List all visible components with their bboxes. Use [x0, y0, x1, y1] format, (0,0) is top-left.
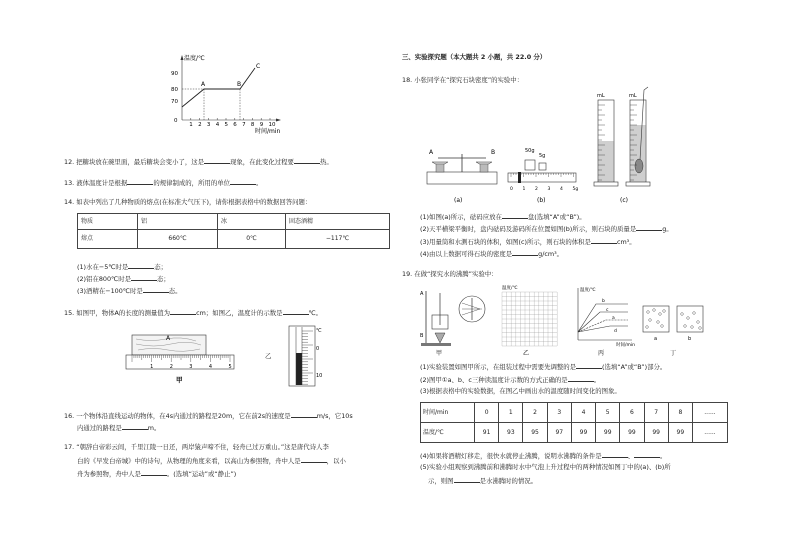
question-14 — [64, 198, 311, 206]
question-17-line3 — [77, 469, 236, 478]
curve-c — [578, 312, 628, 332]
q19-sub-3 — [420, 387, 621, 395]
bubble — [646, 326, 649, 329]
q15-text-b: cm；如图乙，温度计的示数是 — [196, 309, 283, 317]
blank[interactable] — [602, 451, 628, 458]
curve — [182, 68, 255, 107]
rider-label: 1 — [522, 187, 526, 192]
text: 、 — [627, 452, 634, 460]
text: 是水沸腾时的情况。 — [479, 477, 538, 485]
q16-blank-2[interactable] — [122, 423, 148, 430]
fig-a-label: (a) — [454, 197, 463, 204]
table-cell: 97 — [547, 423, 571, 443]
q16-text-a: 一个物体沿直线运动的物体，在4s内通过的路程是20m，它在前2s的速度是 — [76, 412, 291, 420]
x-tick-label: 8 — [250, 122, 255, 128]
unit-ml-2: mL — [629, 93, 637, 99]
cell: 660℃ — [138, 230, 218, 249]
ruler-number: 5 — [228, 364, 232, 370]
pan-label-a: A — [429, 149, 434, 156]
table-cell: 91 — [475, 423, 499, 443]
blank[interactable] — [454, 476, 480, 483]
part-a: A — [420, 291, 424, 297]
cell: 铝 — [138, 214, 218, 230]
bubble — [663, 310, 666, 313]
ruler-number: 2 — [169, 364, 173, 370]
q12-text-b: 现象，在此变化过程要 — [230, 158, 294, 166]
blank[interactable] — [502, 212, 528, 219]
text: (1)实验装置如图甲所示，在组装过程中需要先调整的是 — [420, 363, 577, 371]
figure-label-jia: 甲 — [176, 376, 183, 384]
beaker-a-label: a — [654, 336, 658, 342]
beakers-figure — [640, 300, 710, 357]
q19-sub-5-line2 — [428, 476, 537, 485]
water-1 — [599, 141, 614, 182]
boiling-apparatus-figure — [418, 285, 490, 357]
text: (2)天平横梁平衡时，盘内砝码及游码所在位置如图(b)所示，则石块的质量是 — [420, 225, 637, 233]
y-tick-90: 90 — [171, 71, 178, 77]
table-cell: 0 — [475, 403, 499, 423]
blank[interactable] — [131, 274, 157, 281]
q15-text-a: 如图甲，物体A的长度的测量值为 — [76, 309, 171, 317]
q18-sub-3 — [420, 237, 636, 246]
q18-sub-2 — [420, 224, 673, 233]
text: 。 — [593, 376, 601, 384]
q16-text-d: m。 — [147, 424, 161, 432]
q13-text-a: 液体温度计是根据 — [76, 179, 128, 187]
text: 示，则图 — [428, 477, 454, 485]
curve-b — [578, 304, 628, 332]
bubble — [684, 325, 687, 328]
text: (4)如果将酒精灯移走，很快水就停止沸腾，说明水沸腾的条件是 — [420, 452, 602, 460]
table-cell: 99 — [596, 423, 620, 443]
x-tick-label: 4 — [215, 122, 220, 128]
c-ylabel: 温度/℃ — [580, 288, 596, 293]
figure-label-yi: 乙 — [265, 352, 272, 360]
q16-text-c: 内通过的路程是 — [77, 424, 122, 432]
bubble — [699, 327, 702, 330]
text: (3)用量筒和水测石块的体积，如图(c)所示，则石块的体积是 — [420, 238, 591, 246]
table-cell: 2 — [523, 403, 547, 423]
q13-blank-2[interactable] — [230, 178, 256, 185]
bubble — [659, 313, 662, 316]
cylinder-base-1 — [594, 182, 618, 186]
alcohol-lamp — [435, 333, 445, 343]
weight-label-50g: 50g — [525, 148, 535, 154]
question-18 — [402, 76, 523, 84]
x-tick-label: 9 — [259, 122, 264, 128]
q19-sub-4 — [420, 451, 666, 460]
x-tick-label: 1 — [189, 122, 193, 128]
x-tick-label: 5 — [224, 122, 228, 128]
q17-line2-a: 白的《早发白帝城》中的诗句，从物理的角度来看，以高山为参照物，舟中人是 — [77, 457, 301, 465]
q-number: 12. — [64, 158, 75, 166]
q17-blank-2[interactable] — [141, 469, 167, 476]
x-tick-label: 7 — [242, 122, 246, 128]
q-number: 17. — [64, 443, 75, 451]
cell-header: 物质 — [78, 214, 138, 230]
q17-blank-1[interactable] — [301, 456, 327, 463]
table-header-cell: 温度/℃ — [421, 423, 475, 443]
x-axis-label: 时间/min — [255, 128, 281, 135]
ruler-number: 1 — [150, 364, 154, 370]
x-tick-label: 2 — [198, 122, 202, 128]
weight-5g — [539, 163, 546, 170]
fig-bing: 丙 — [598, 350, 605, 357]
bubble — [691, 326, 694, 329]
x-tick-label: 10 — [268, 122, 276, 128]
temperature-time-graph — [160, 52, 300, 136]
q19-title: 在做“探究水的沸腾”实验中： — [414, 270, 498, 278]
x-axis-arrow — [276, 119, 281, 122]
rider-label: 4 — [560, 187, 563, 192]
table-cell: 93 — [499, 423, 523, 443]
question-13 — [64, 178, 262, 187]
q17-line2-b: ，以小 — [326, 457, 346, 465]
ruler-number: 3 — [189, 364, 193, 370]
water-2 — [631, 125, 646, 182]
text: (2)铝在800℃时是 — [77, 275, 131, 283]
stone — [635, 159, 643, 173]
blank[interactable] — [576, 362, 602, 369]
x-tick-label: 3 — [206, 122, 211, 128]
label-a: a — [612, 316, 615, 321]
text: (1)水在−5℃时是 — [77, 263, 129, 271]
text: (3)根据表格中的实验数据，在图乙中画出水的温度随时间变化的图象。 — [420, 387, 621, 395]
curve-d — [578, 326, 628, 332]
rider-label: 2 — [535, 187, 538, 192]
q12-blank-2[interactable] — [294, 157, 320, 164]
q19-sub-2 — [420, 375, 600, 384]
y-axis-label: 温度/℃ — [184, 55, 205, 62]
q17-line3-b: 。(选填“运动”或“静止”) — [166, 470, 237, 478]
q17-line1: “朝辞白帝彩云间，千里江陵一日还，两岸猿声啼不住，轻舟已过万重山。”这是唐代诗人李 — [76, 443, 329, 451]
q-number: 18. — [402, 76, 413, 84]
weight-50g — [525, 160, 535, 170]
blank[interactable] — [128, 262, 154, 269]
q19-sub-5 — [420, 463, 671, 471]
block-label: A — [166, 335, 171, 342]
table-cell: ...... — [692, 403, 727, 423]
text: 态； — [157, 275, 170, 283]
blank[interactable] — [591, 237, 617, 244]
fig-yi: 乙 — [523, 350, 530, 357]
thermometer-figure — [285, 325, 330, 387]
blank[interactable] — [636, 224, 662, 231]
q15-blank-1[interactable] — [170, 308, 196, 315]
q12-text-c: 热。 — [319, 158, 333, 166]
q16-blank-1[interactable] — [291, 411, 317, 418]
table-cell: 8 — [668, 403, 692, 423]
question-12 — [64, 157, 333, 166]
balance-base — [427, 172, 497, 184]
q16-text-b: m/s，它10s — [316, 412, 353, 420]
fig-jia: 甲 — [436, 350, 443, 357]
table-cell: ...... — [692, 423, 727, 443]
q18-title: 小张同学在“探究石块密度”的实验中： — [414, 76, 524, 84]
q15-text-c: ℃。 — [308, 309, 323, 317]
cylinders-figure — [588, 85, 663, 205]
table-cell: 99 — [571, 423, 595, 443]
label-d: d — [614, 329, 617, 334]
section-title: 三、实验探究题（本大题共 2 小题，共 22.0 分） — [402, 53, 547, 61]
table-header-cell: 时间/min — [421, 403, 475, 423]
q-number: 14. — [64, 198, 75, 206]
text: 态。 — [168, 287, 182, 295]
text: (2)图甲①a、b、c三种读温度计示数的方式正确的是 — [420, 376, 568, 384]
table-cell: 1 — [499, 403, 523, 423]
cell: 固态酒精 — [286, 214, 390, 230]
weight-label-5g: 5g — [539, 153, 546, 159]
ruler-figure — [124, 330, 239, 386]
bubble — [647, 311, 650, 314]
boiling-data-table — [420, 402, 728, 443]
question-17 — [64, 443, 329, 451]
bubble — [693, 312, 696, 315]
question-16 — [64, 411, 353, 420]
table-cell: 4 — [571, 403, 595, 423]
rider-label: 3 — [547, 187, 551, 192]
thermo-unit: ℃ — [316, 328, 322, 334]
text: g/cm³。 — [538, 250, 564, 258]
curves-figure — [570, 284, 636, 357]
melting-point-table — [77, 213, 390, 249]
table-cell: 99 — [620, 423, 644, 443]
cell: 0℃ — [218, 230, 286, 249]
thermo-0: 0 — [316, 346, 320, 352]
bubble — [681, 313, 684, 316]
part-b: B — [420, 333, 424, 339]
text: cm³。 — [616, 238, 636, 246]
q14-text: 如表中列出了几种物质的熔点(在标准大气压下)，请你根据表格中的数据回答问题： — [76, 198, 312, 206]
fig-c-label: (c) — [620, 197, 628, 204]
q14-sub-3 — [77, 286, 182, 295]
q-number: 15. — [64, 309, 75, 317]
text: (1)如图(a)所示，砝码应放在 — [420, 213, 502, 221]
cell-header: 熔点 — [78, 230, 138, 249]
point-c: C — [256, 63, 261, 70]
rider-label: 0 — [510, 187, 513, 192]
table-cell: 95 — [523, 423, 547, 443]
q13-text-c: 。 — [256, 179, 263, 187]
blank[interactable] — [512, 249, 538, 256]
text: (5)实验小组观察到沸腾前和沸腾时水中气泡上升过程中的两种情况如图丁中的(a)、(b)所 — [420, 463, 671, 471]
blank[interactable] — [568, 375, 594, 382]
c-xlabel: 时间/min — [616, 343, 636, 348]
unit-ml-1: mL — [597, 93, 605, 99]
bubble — [657, 321, 660, 324]
y-tick-70: 70 — [171, 99, 178, 105]
rider-label: 5g — [572, 187, 579, 192]
bubble — [687, 317, 690, 320]
text: 。 — [660, 452, 667, 460]
table-cell: 99 — [644, 423, 668, 443]
q-number: 16. — [64, 412, 75, 420]
cell: −117℃ — [286, 230, 390, 249]
pan-support-b — [480, 164, 488, 172]
bubble — [661, 325, 664, 328]
ruler-number: 4 — [208, 364, 213, 370]
y-tick-0: 0 — [174, 118, 178, 124]
table-cell: 6 — [620, 403, 644, 423]
point-b: B — [237, 81, 242, 88]
text: g。 — [662, 225, 673, 233]
text: (3)酒精在−100℃时是 — [77, 287, 143, 295]
fig-b-label: (b) — [537, 197, 546, 203]
point-a: A — [201, 81, 206, 88]
q14-sub-2 — [77, 274, 170, 283]
balance-figure — [424, 140, 502, 204]
text: 态； — [154, 263, 167, 271]
thermo-10: 10 — [316, 373, 323, 379]
q19-sub-1 — [420, 362, 666, 371]
text: (选填“A”或“B”)部分。 — [602, 363, 667, 371]
question-19 — [402, 270, 498, 278]
label-b: b — [602, 299, 605, 304]
pan-label-b: B — [491, 149, 496, 156]
text: 盘(选填“A”或“B”)。 — [527, 213, 586, 221]
y-tick-80: 80 — [171, 87, 178, 93]
cell: 冰 — [218, 214, 286, 230]
label-c: c — [606, 308, 609, 313]
q-number: 13. — [64, 179, 75, 187]
grid-ylabel: 温度/℃ — [502, 286, 518, 291]
blank[interactable] — [634, 451, 660, 458]
bubble — [697, 321, 700, 324]
ruler-body — [126, 355, 234, 369]
q14-sub-1 — [77, 262, 167, 271]
q12-blank-1[interactable] — [204, 157, 230, 164]
cylinder-base-2 — [626, 182, 650, 186]
q-number: 19. — [402, 270, 413, 278]
table-cell: 7 — [644, 403, 668, 423]
fig-ding: 丁 — [670, 350, 677, 357]
q13-text-b: 的规律制成的，所用的单位 — [153, 179, 231, 187]
beaker-b-label: b — [688, 336, 692, 342]
blank[interactable] — [143, 286, 169, 293]
question-17-line2 — [77, 456, 346, 465]
text: (4)由以上数据可得石块的密度是 — [420, 250, 513, 258]
q18-sub-4 — [420, 249, 563, 258]
q17-line3-a: 舟为参照物，舟中人是 — [77, 470, 141, 478]
q12-text-a: 把糖块放在碗里面，最后糖块会变小了，这是 — [76, 158, 205, 166]
weights-figure — [505, 143, 580, 203]
question-16-line2 — [77, 423, 160, 432]
x-tick-label: 6 — [233, 122, 237, 128]
bubble — [649, 319, 652, 322]
pan-support-a — [436, 164, 444, 172]
table-cell: 5 — [596, 403, 620, 423]
stand-base — [421, 343, 451, 346]
table-cell: 99 — [668, 423, 692, 443]
question-15 — [64, 308, 322, 317]
thermo-liquid — [296, 353, 302, 385]
q15-blank-2[interactable] — [283, 308, 309, 315]
bubble — [653, 309, 656, 312]
table-cell: 3 — [547, 403, 571, 423]
q18-sub-1 — [420, 212, 586, 221]
q13-blank-1[interactable] — [127, 178, 153, 185]
plot-grid-figure — [492, 284, 564, 357]
